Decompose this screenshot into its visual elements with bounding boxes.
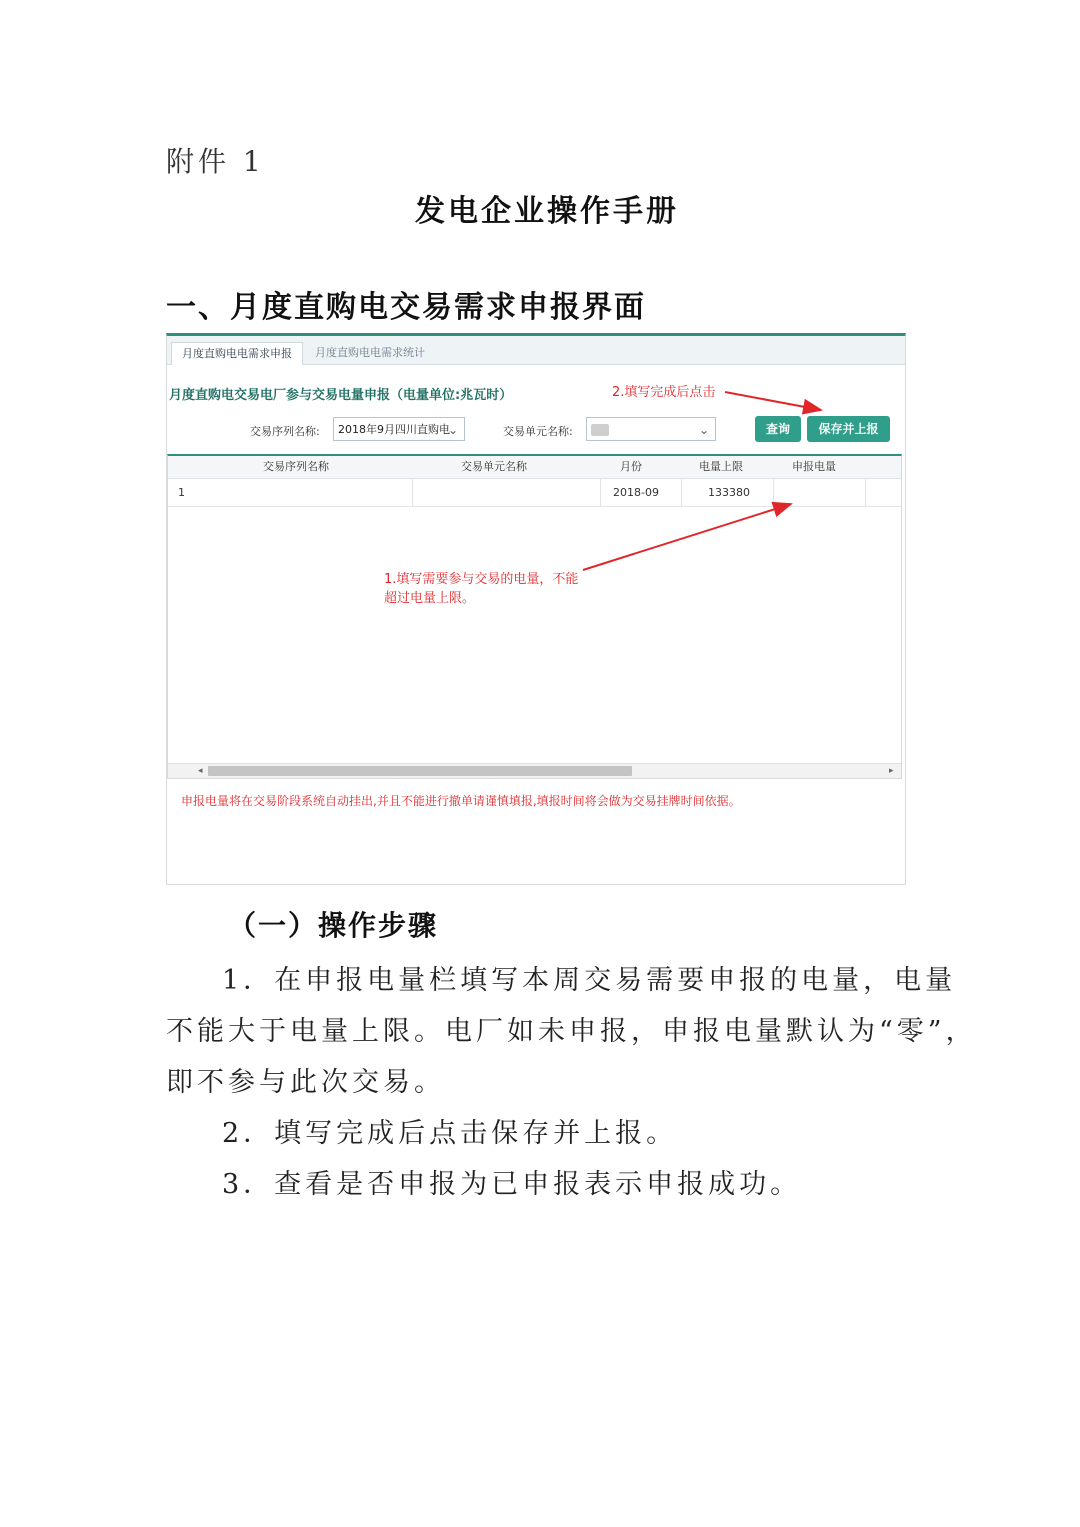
chevron-down-icon: ⌄ bbox=[698, 423, 709, 437]
step2-text: 2．填写完成后点击保存并上报。 bbox=[222, 1118, 678, 1149]
annotation-step1-line1: 1.填写需要参与交易的电量，不能 bbox=[384, 572, 579, 587]
column-header: 交易单元名称 bbox=[461, 460, 527, 473]
annotation-step2: 2.填写完成后点击 bbox=[612, 385, 716, 400]
step1-line2: 不能大于电量上限。电厂如未申报，申报电量默认为“零”， bbox=[166, 1016, 977, 1047]
step3-text: 3．查看是否申报为已申报表示申报成功。 bbox=[222, 1169, 802, 1200]
tab-demand-statistics[interactable]: 月度直购电电需求统计 bbox=[315, 346, 425, 359]
attachment-label: 附件 1 bbox=[166, 145, 265, 178]
arrow-to-declared-cell bbox=[583, 504, 791, 570]
annotation-step1-line2: 超过电量上限。 bbox=[384, 591, 476, 606]
section-title: 一、月度直购电交易需求申报界面 bbox=[166, 290, 646, 325]
row-index: 1 bbox=[178, 486, 185, 499]
tab-demand-declaration[interactable]: 月度直购电电需求申报 bbox=[171, 342, 303, 365]
scroll-right-icon[interactable]: ▸ bbox=[889, 766, 894, 776]
column-header: 月份 bbox=[620, 460, 642, 473]
limit-cell: 133380 bbox=[708, 486, 750, 499]
series-label: 交易序列名称: bbox=[250, 425, 320, 438]
arrow-to-save-button bbox=[725, 392, 821, 410]
embedded-screenshot bbox=[166, 333, 906, 885]
column-header: 交易序列名称 bbox=[263, 460, 329, 473]
warning-note: 申报电量将在交易阶段系统自动挂出,并且不能进行撤单请谨慎填报,填报时间将会做为交易挂牌时间依据。 bbox=[181, 794, 741, 808]
steps-heading: （一）操作步骤 bbox=[228, 909, 439, 942]
save-submit-button[interactable]: 保存并上报 bbox=[807, 416, 890, 442]
unit-label: 交易单元名称: bbox=[503, 425, 573, 438]
column-header: 申报电量 bbox=[792, 460, 836, 473]
document-title: 发电企业操作手册 bbox=[415, 194, 679, 229]
panel-title: 月度直购电交易电厂参与交易电量申报（电量单位:兆瓦时） bbox=[169, 388, 513, 403]
step1-line3: 即不参与此次交易。 bbox=[166, 1067, 445, 1098]
scroll-left-icon[interactable]: ◂ bbox=[198, 766, 203, 776]
annotation-arrows bbox=[167, 336, 905, 884]
series-select-value: 2018年9月四川直购电 bbox=[338, 423, 450, 436]
query-button[interactable]: 查询 bbox=[755, 416, 801, 442]
step1-line1: 1．在申报电量栏填写本周交易需要申报的电量，电量 bbox=[222, 965, 957, 996]
column-header: 电量上限 bbox=[699, 460, 743, 473]
chevron-down-icon: ⌄ bbox=[447, 423, 458, 437]
month-cell: 2018-09 bbox=[613, 486, 659, 499]
